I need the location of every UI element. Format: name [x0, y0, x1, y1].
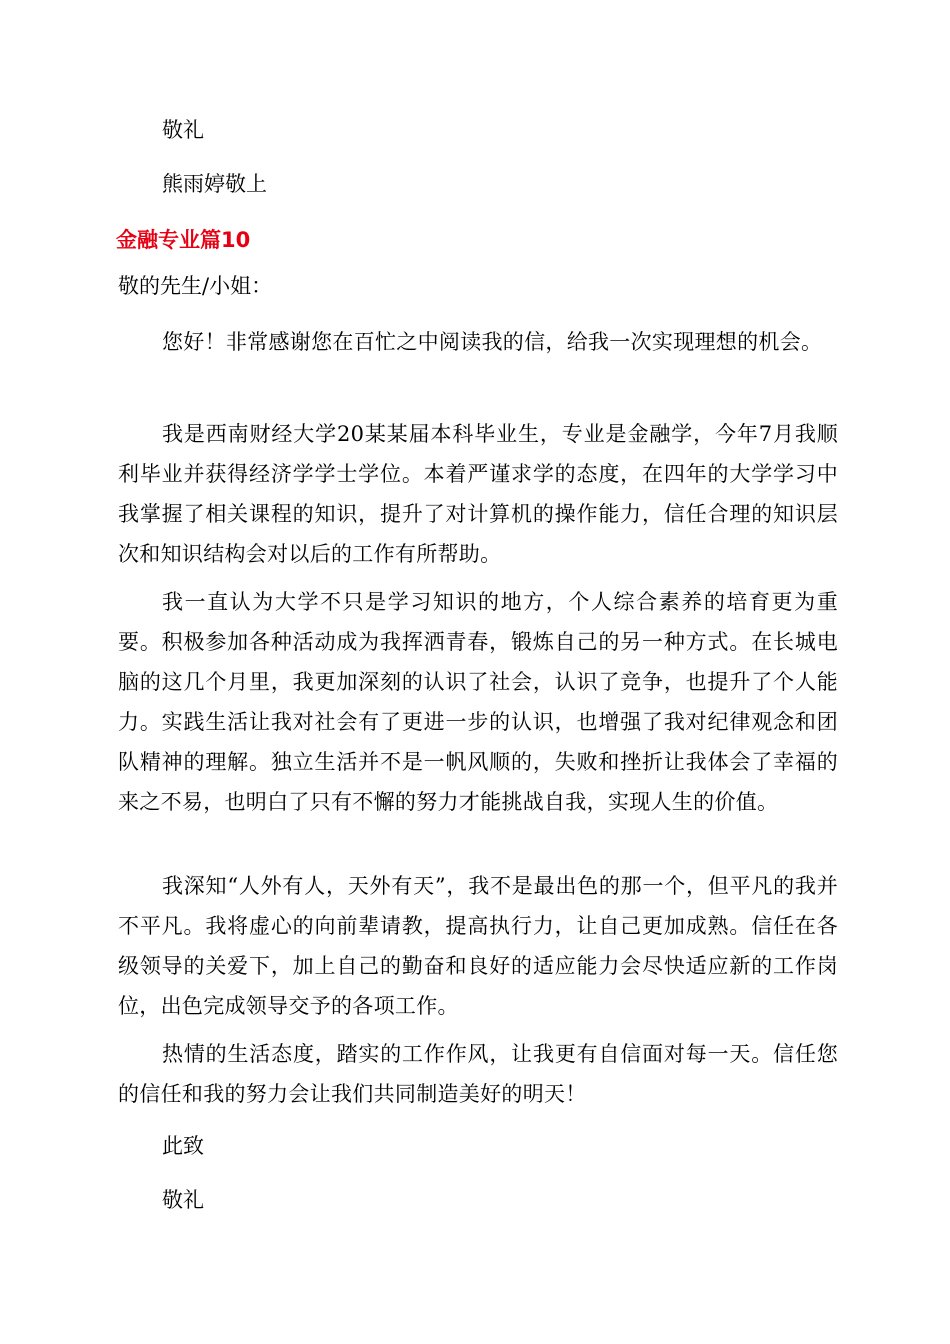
- paragraph-attitude: 我深知“人外有人，天外有天”，我不是最出色的那一个，但平凡的我并不平凡。我将虚心的向前辈请教，提高执行力，让自己更加成熟。信任在各级领导的关爱下，加上自己的勤奋和良好的适应能力会尽快适应新的工作岗位，出色完成领导交予的各项工作。: [118, 874, 838, 1018]
- previous-closing: 敬礼: [162, 118, 204, 142]
- paragraph-education: 我是西南财经大学20某某届本科毕业生，专业是金融学，今年7月我顺利毕业并获得经济学学士学位。本着严谨求学的态度，在四年的大学学习中我掌握了相关课程的知识，提升了对计算机的操作能力，信任合理的知识层次和知识结构会对以后的工作有所帮助。: [118, 422, 838, 566]
- previous-signature: 熊雨婷敬上: [162, 172, 267, 196]
- paragraph-experience: 我一直认为大学不只是学习知识的地方，个人综合素养的培育更为重要。积极参加各种活动成为我挥洒青春，锻炼自己的另一种方式。在长城电脑的这几个月里，我更加深刻的认识了社会，认识了竞争，也提升了个人能力。实践生活让我对社会有了更进一步的认识，也增强了我对纪律观念和团队精神的理解。独立生活并不是一帆风顺的，失败和挫折让我体会了幸福的来之不易，也明白了只有不懈的努力才能挑战自我，实现人生的价值。: [118, 590, 838, 814]
- salutation: 敬的先生/小姐：: [118, 274, 273, 298]
- paragraph-greeting: 您好！非常感谢您在百忙之中阅读我的信，给我一次实现理想的机会。: [162, 330, 823, 354]
- paragraph-closing-remarks: 热情的生活态度，踏实的工作作风，让我更有自信面对每一天。信任您的信任和我的努力会让我们共同制造美好的明天！: [118, 1042, 838, 1106]
- section-heading: 金融专业篇10: [116, 228, 251, 252]
- closing-jingli: 敬礼: [162, 1188, 204, 1212]
- closing-cizhi: 此致: [162, 1134, 204, 1158]
